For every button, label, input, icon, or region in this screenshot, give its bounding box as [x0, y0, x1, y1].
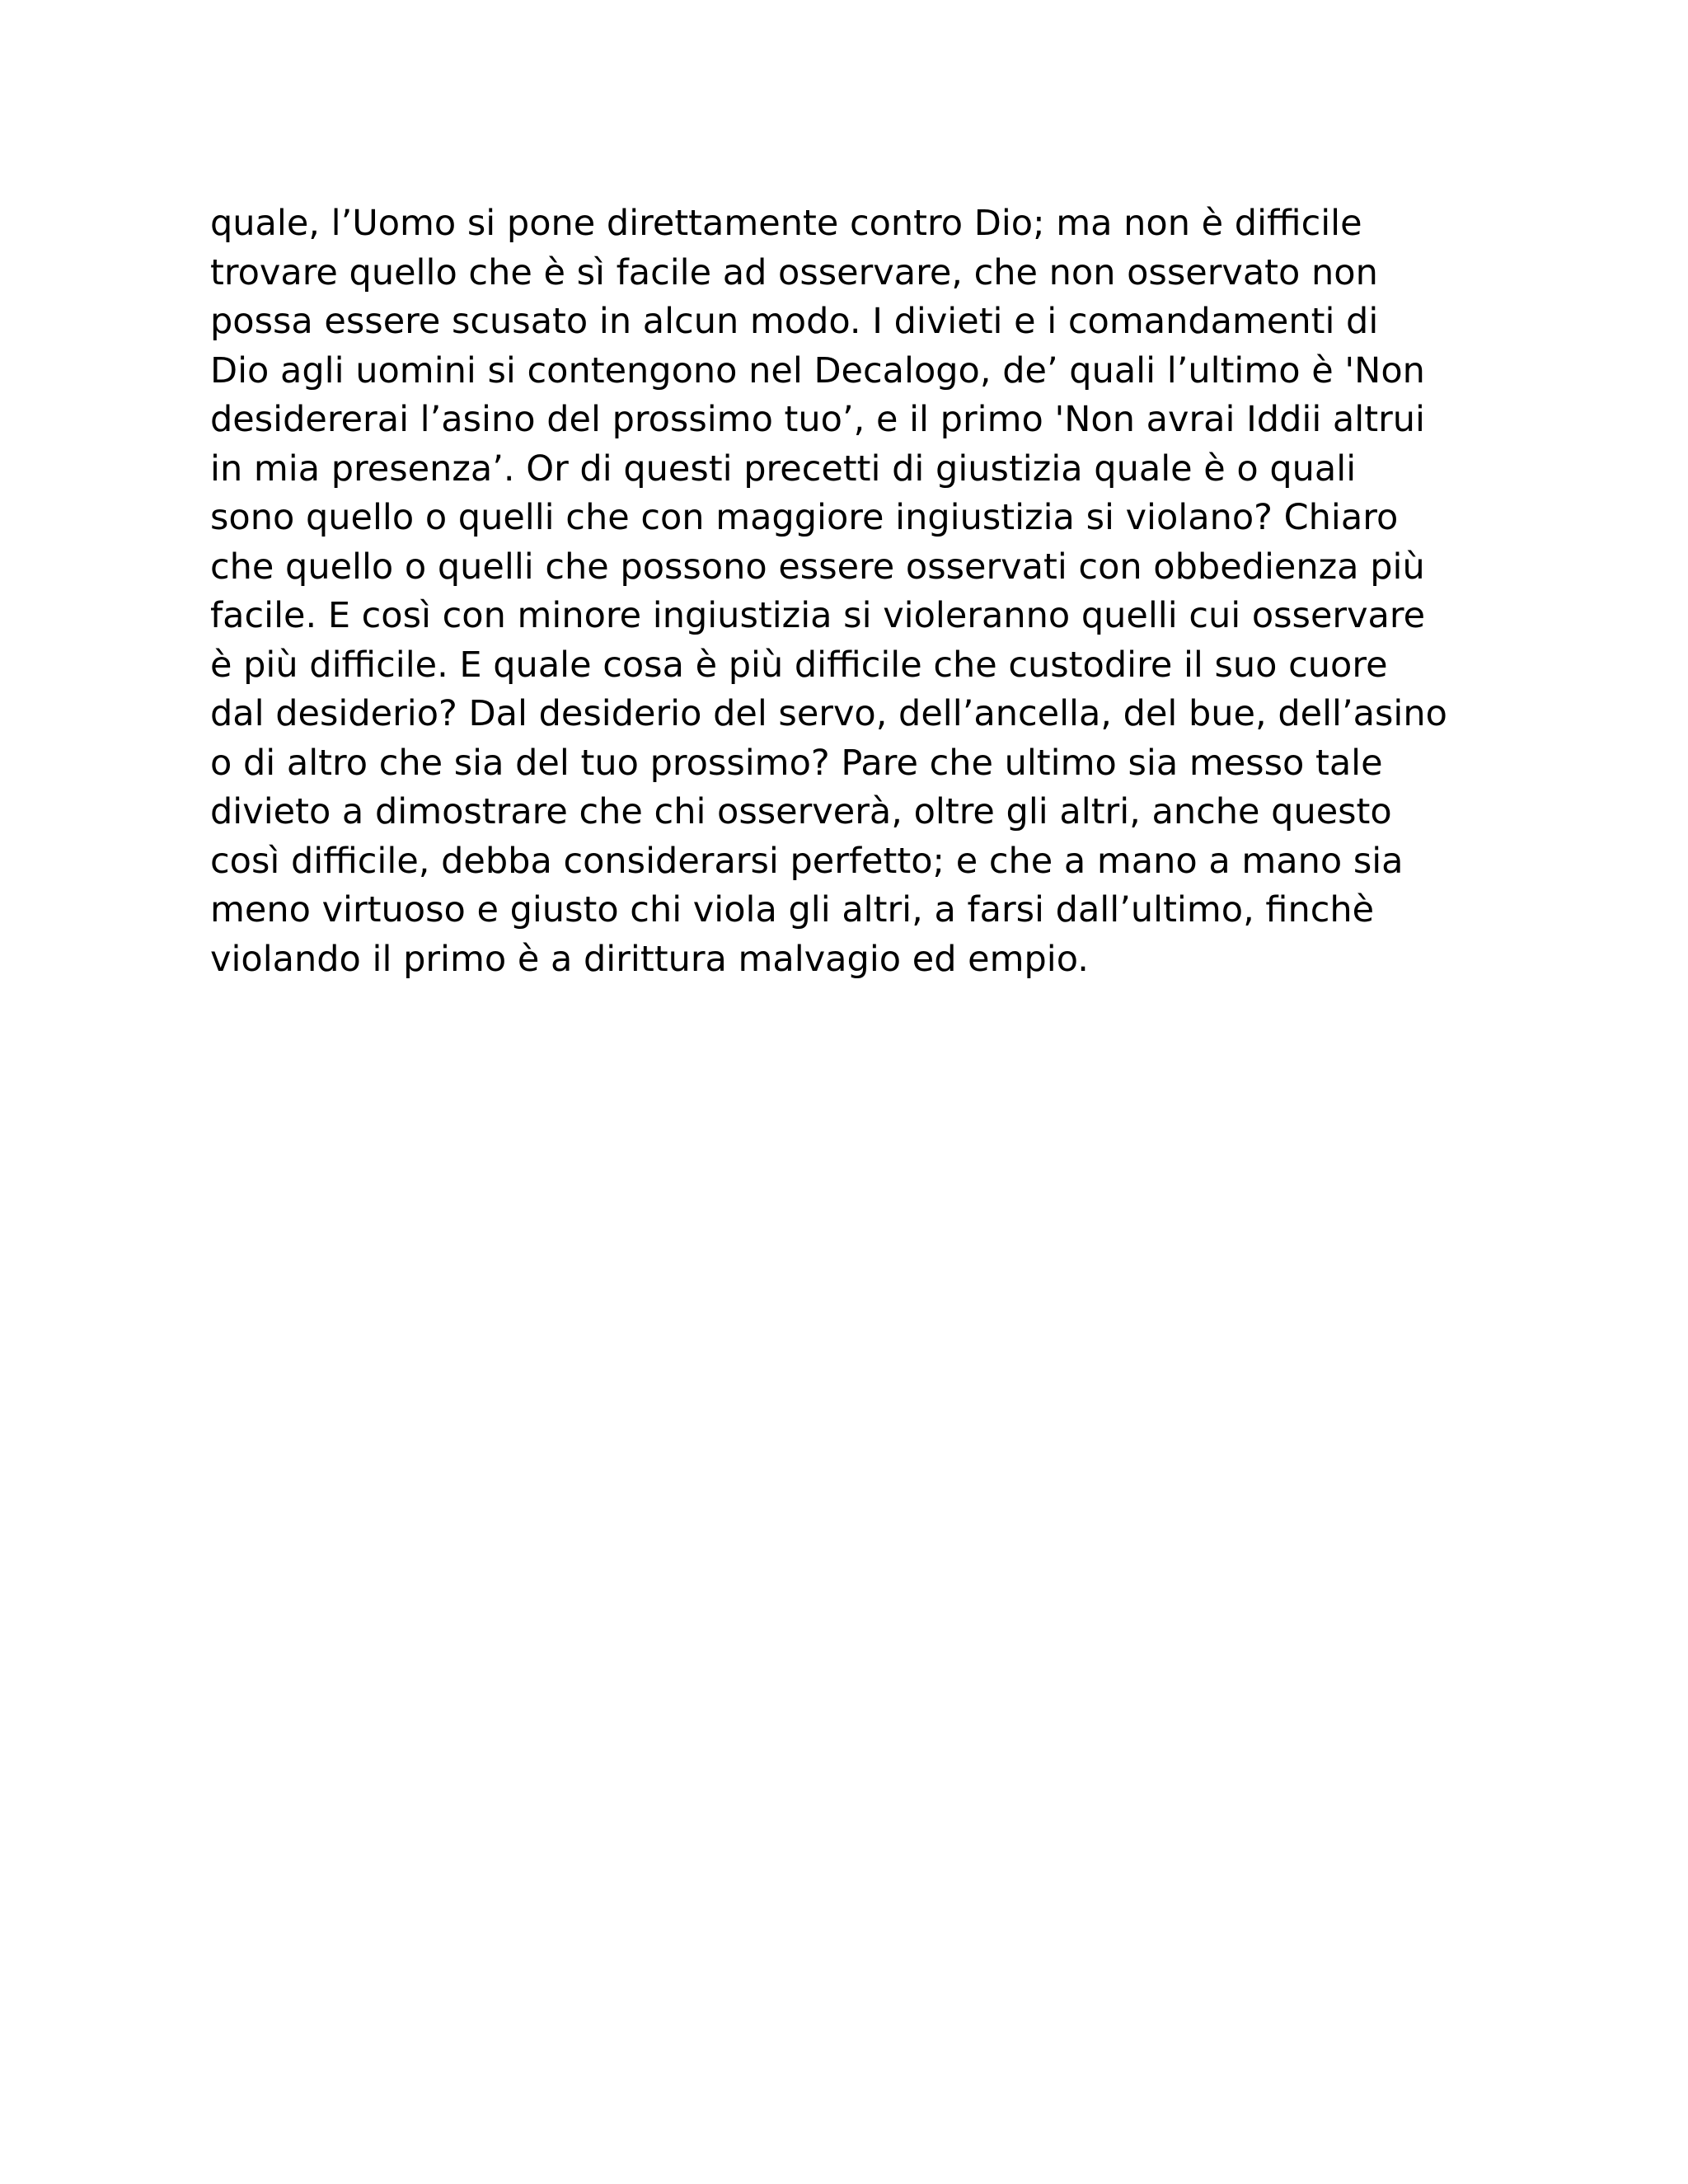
text-line: desidererai l’asino del prossimo tuo’, e il primo 'Non avrai Iddii altrui: [210, 399, 1425, 440]
text-line: quale, l’Uomo si pone direttamente contro Dio; ma non è difficile: [210, 203, 1362, 244]
text-line: trovare quello che è sì facile ad osservare, che non osservato non: [210, 251, 1378, 293]
body-paragraph: [210, 199, 1496, 984]
text-line: divieto a dimostrare che chi osserverà, oltre gli altri, anche questo: [210, 791, 1392, 832]
text-line: possa essere scusato in alcun modo. I divieti e i comandamenti di: [210, 301, 1379, 342]
text-line: è più difficile. E quale cosa è più difficile che custodire il suo cuore: [210, 644, 1388, 686]
text-line: facile. E così con minore ingiustizia si violeranno quelli cui osservare: [210, 595, 1426, 636]
text-line: Dio agli uomini si contengono nel Decalogo, de’ quali l’ultimo è 'Non: [210, 349, 1425, 391]
text-line: in mia presenza’. Or di questi precetti di giustizia quale è o quali: [210, 448, 1357, 490]
text-line: sono quello o quelli che con maggiore ingiustizia si violano? Chiaro: [210, 497, 1399, 538]
text-line: violando il primo è a dirittura malvagio ed empio.: [210, 938, 1089, 980]
text-line: che quello o quelli che possono essere osservati con obbedienza più: [210, 546, 1425, 588]
text-line: dal desiderio? Dal desiderio del servo, dell’ancella, del bue, dell’asino: [210, 693, 1447, 734]
text-line: o di altro che sia del tuo prossimo? Pare che ultimo sia messo tale: [210, 742, 1383, 784]
text-line: meno virtuoso e giusto chi viola gli altri, a farsi dall’ultimo, finchè: [210, 889, 1375, 930]
text-line: così difficile, debba considerarsi perfetto; e che a mano a mano sia: [210, 840, 1404, 882]
